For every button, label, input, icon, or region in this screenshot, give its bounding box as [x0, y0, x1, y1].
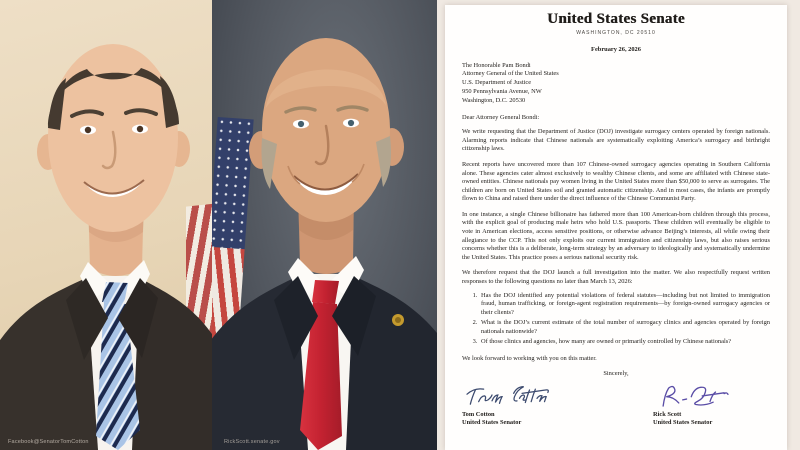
body-paragraph: In one instance, a single Chinese billionaire has fathered more than 100 American-born children through this process, with the explicit goal of producing male heirs who hold U.S. passports. These children will eventually be eligible to vote in American elections, access sensitive positions, or otherwise advance Beijing’s interests, all while owing their allegiance to the CCP. This not only exploits our current immigration and citizenship laws, but also raises serious concerns whether this is a deliberate, long-term strategy by an adversary to ideologically and systematically undermine the United States. This practice poses a serious national security risk.	[462, 210, 770, 261]
body-paragraph: We write requesting that the Department of Justice (DOJ) investigate surrogacy centers operated by foreign nationals. Alarming reports indicate that Chinese nationals are systematically exploiting America’s surrogacy and birthright citizenship laws.	[462, 128, 770, 153]
recipient-address-block	[462, 62, 770, 106]
letter-date: February 26, 2026	[591, 45, 641, 53]
rick-scott-signature	[653, 385, 735, 410]
letter-page	[445, 5, 787, 450]
photo-credit-left: Facebook@SenatorTomCotton	[8, 439, 89, 445]
recipient-line: Washington, D.C. 20530	[462, 96, 526, 104]
rick-scott-portrait	[212, 0, 437, 450]
tom-cotton-signature	[462, 385, 557, 410]
closing-line: We look forward to working with you on this matter.	[462, 354, 597, 362]
signer-title: United States Senator	[462, 419, 522, 427]
letterhead-subtitle: WASHINGTON, DC 20510	[576, 29, 656, 36]
tom-cotton-signature-block	[462, 385, 582, 428]
recipient-line: U.S. Department of Justice	[462, 79, 532, 87]
recipient-line: The Honorable Pam Bondi	[462, 61, 531, 69]
letterhead-title: United States Senate	[547, 11, 685, 27]
tom-cotton-figure	[0, 0, 212, 450]
body-paragraph: We therefore request that the DOJ launch a full investigation into the matter. We also respectfully request written responses to the following questions no later than March 13, 2026:	[462, 269, 770, 285]
photo-credit-right: RickScott.senate.gov	[224, 439, 280, 445]
question-item: 1. Has the DOJ identified any potential violations of federal statutes—including but not limited to immigration fraud, human trafficking, or foreign-agent registration requirements—by foreign-owned surrogacy agencies or their clients?	[479, 292, 770, 318]
signature-row	[462, 385, 770, 428]
salutation: Dear Attorney General Bondi:	[462, 114, 540, 122]
signer-name: Tom Cotton	[462, 410, 495, 418]
recipient-line: Attorney General of the United States	[462, 70, 559, 78]
questions-list	[462, 292, 770, 347]
recipient-line: 950 Pennsylvania Avenue, NW	[462, 87, 542, 95]
rick-scott-figure	[212, 0, 437, 450]
letter-scan-background	[437, 0, 800, 450]
rick-scott-signature-block	[653, 385, 768, 428]
question-item: 2. What is the DOJ’s current estimate of the total number of surrogacy clinics and agencies operated by foreign nationals nationwide?	[479, 319, 770, 336]
tom-cotton-portrait	[0, 0, 212, 450]
signer-name: Rick Scott	[653, 410, 682, 418]
question-item: 3. Of those clinics and agencies, how many are owned or primarily controlled by Chinese nationals?	[479, 338, 770, 347]
body-paragraph: Recent reports have uncovered more than 107 Chinese-owned surrogacy agencies operating in Southern California alone. These agencies cater almost exclusively to wealthy Chinese clients, and some are affiliated with Chinese state-owned entities. Chinese nationals pay women living in the United States more than $50,000 to serve as surrogates. The children are born on United States soil and granted automatic citizenship. And in most cases, the infants are promptly flown to China and raised there under the direct influence of the Chinese Communist Party.	[462, 161, 770, 203]
valediction: Sincerely,	[603, 369, 629, 377]
signer-title: United States Senator	[653, 419, 713, 427]
